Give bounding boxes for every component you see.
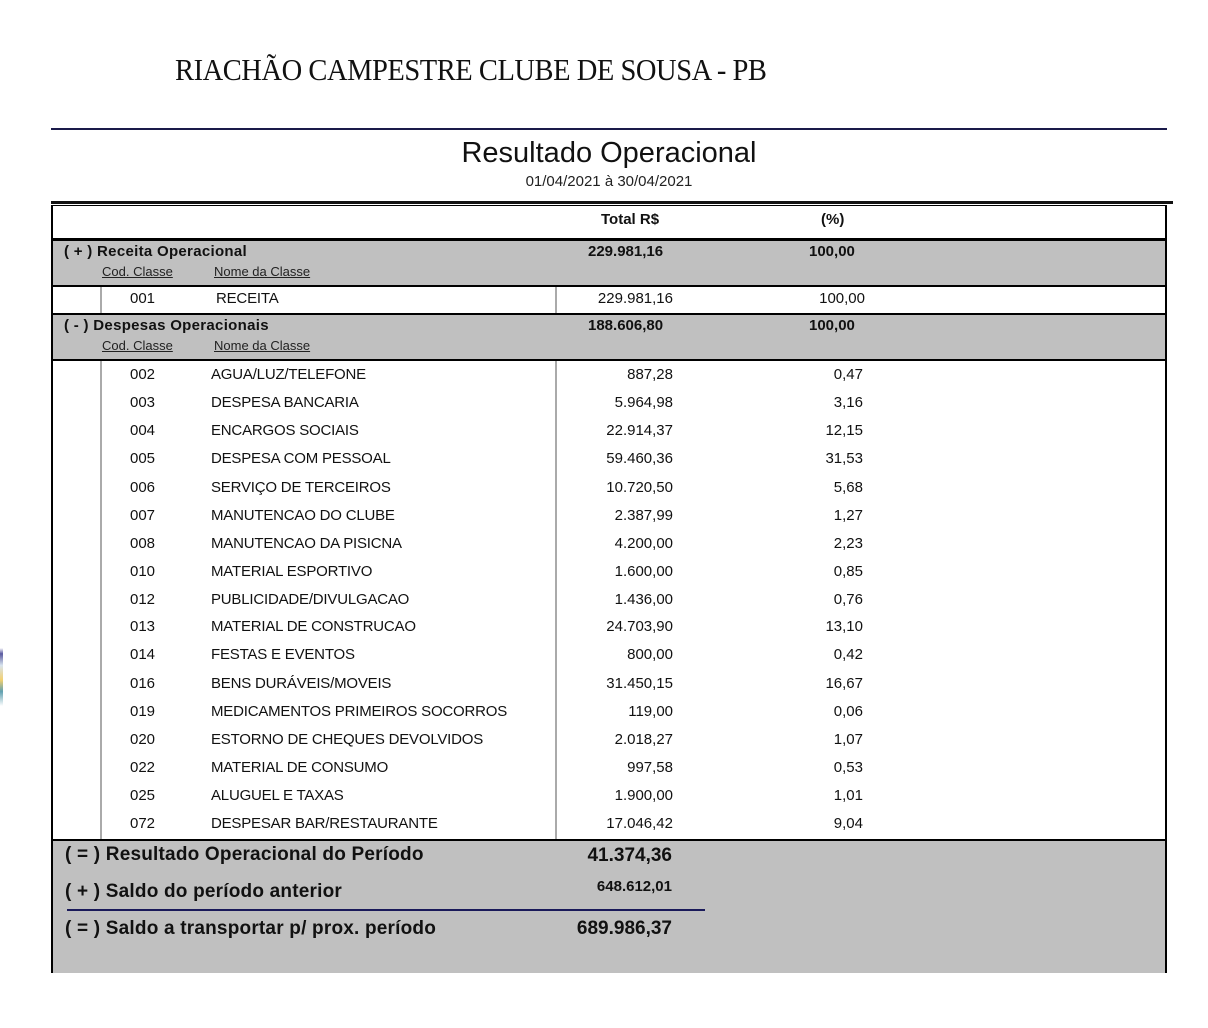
row-code: 004 [130, 422, 156, 439]
group-despesas-total: 188.606,80 [588, 317, 664, 334]
row-percent: 0,53 [833, 759, 863, 776]
group-receita-header [53, 241, 1165, 287]
row-value: 22.914,37 [606, 422, 673, 439]
group-receita-total: 229.981,16 [588, 243, 664, 260]
row-percent: 0,85 [833, 563, 863, 580]
row-percent: 1,27 [833, 507, 863, 524]
row-code: 001 [130, 290, 156, 307]
sub-header-name: Nome da Classe [214, 264, 311, 279]
report-period: 01/04/2021 à 30/04/2021 [525, 173, 693, 190]
saldo-anterior-value: 648.612,01 [596, 878, 672, 895]
row-value: 59.460,36 [606, 450, 673, 467]
report-table [51, 205, 1167, 973]
group-despesas-header [53, 315, 1165, 361]
row-percent: 12,15 [825, 422, 863, 439]
row-code: 007 [130, 507, 156, 524]
column-header-percent: (%) [821, 211, 845, 228]
group-receita-title: ( + ) Receita Operacional [64, 243, 247, 260]
row-value: 31.450,15 [606, 675, 673, 692]
row-code: 012 [130, 591, 156, 608]
row-name: MANUTENCAO DA PISICNA [211, 535, 402, 552]
row-value: 24.703,90 [606, 618, 673, 635]
row-value: 2.018,27 [614, 731, 673, 748]
row-code: 003 [130, 394, 156, 411]
table-row [53, 754, 1165, 782]
row-percent: 1,01 [833, 787, 863, 804]
header-divider [51, 128, 1167, 130]
group-despesas-title: ( - ) Despesas Operacionais [64, 317, 269, 334]
row-name: MANUTENCAO DO CLUBE [211, 507, 395, 524]
row-name: ALUGUEL E TAXAS [211, 787, 344, 804]
row-code: 010 [130, 563, 156, 580]
report-title: Resultado Operacional [461, 137, 757, 169]
title-divider [51, 201, 1173, 204]
table-row [53, 389, 1165, 417]
table-row [53, 698, 1165, 726]
table-row [53, 782, 1165, 810]
table-row [53, 361, 1165, 389]
table-row [53, 726, 1165, 754]
table-row [53, 474, 1165, 502]
sub-header-name: Nome da Classe [214, 338, 311, 353]
row-value: 800,00 [627, 646, 673, 663]
row-value: 119,00 [628, 703, 673, 720]
row-percent: 16,67 [825, 675, 863, 692]
receita-rows [53, 287, 1165, 315]
row-name: AGUA/LUZ/TELEFONE [211, 366, 366, 383]
table-row [53, 445, 1165, 473]
row-name: DESPESAR BAR/RESTAURANTE [211, 815, 438, 832]
table-row [53, 417, 1165, 445]
row-percent: 0,06 [833, 703, 863, 720]
resultado-label: ( = ) Resultado Operacional do Período [65, 844, 424, 865]
row-value: 4.200,00 [614, 535, 673, 552]
saldo-transportar-value: 689.986,37 [576, 918, 672, 939]
row-code: 072 [130, 815, 156, 832]
sub-header-code: Cod. Classe [102, 338, 173, 353]
row-value: 17.046,42 [606, 815, 673, 832]
row-name: SERVIÇO DE TERCEIROS [211, 479, 391, 496]
row-code: 014 [130, 646, 156, 663]
summary-section [53, 839, 1165, 973]
row-name: FESTAS E EVENTOS [211, 646, 355, 663]
row-name: DESPESA COM PESSOAL [211, 450, 391, 467]
row-value: 1.600,00 [614, 563, 673, 580]
row-name: ENCARGOS SOCIAIS [211, 422, 359, 439]
row-percent: 5,68 [833, 479, 863, 496]
row-percent: 9,04 [833, 815, 863, 832]
table-row [53, 502, 1165, 530]
row-value: 1.436,00 [614, 591, 673, 608]
edge-artifact [0, 648, 3, 706]
row-percent: 0,42 [833, 646, 863, 663]
row-name: PUBLICIDADE/DIVULGACAO [211, 591, 410, 608]
table-row [53, 586, 1165, 614]
row-percent: 100,00 [819, 290, 865, 307]
table-row [53, 810, 1165, 838]
table-row [53, 613, 1165, 641]
row-name: MATERIAL DE CONSTRUCAO [211, 618, 416, 635]
row-name: ESTORNO DE CHEQUES DEVOLVIDOS [211, 731, 484, 748]
table-row [53, 530, 1165, 558]
row-percent: 3,16 [833, 394, 863, 411]
table-row [53, 641, 1165, 669]
table-row [53, 670, 1165, 698]
row-value: 229.981,16 [597, 290, 673, 307]
row-percent: 31,53 [825, 450, 863, 467]
row-value: 997,58 [627, 759, 673, 776]
summary-divider [67, 909, 705, 911]
row-percent: 0,47 [833, 366, 863, 383]
group-receita-percent: 100,00 [809, 243, 855, 260]
row-code: 020 [130, 731, 156, 748]
row-code: 019 [130, 703, 156, 720]
row-percent: 2,23 [833, 535, 863, 552]
row-code: 016 [130, 675, 156, 692]
row-name: RECEITA [216, 290, 279, 307]
sub-header-code: Cod. Classe [102, 264, 173, 279]
saldo-anterior-label: ( + ) Saldo do período anterior [65, 881, 342, 902]
row-name: MEDICAMENTOS PRIMEIROS SOCORROS [211, 703, 508, 720]
row-code: 002 [130, 366, 156, 383]
row-name: MATERIAL ESPORTIVO [211, 563, 373, 580]
table-row [53, 285, 1165, 313]
row-code: 025 [130, 787, 156, 804]
row-code: 005 [130, 450, 156, 467]
row-percent: 0,76 [833, 591, 863, 608]
row-value: 887,28 [627, 366, 673, 383]
row-percent: 1,07 [833, 731, 863, 748]
row-code: 008 [130, 535, 156, 552]
row-value: 2.387,99 [614, 507, 673, 524]
column-header-total: Total R$ [601, 211, 660, 228]
table-row [53, 558, 1165, 586]
row-code: 006 [130, 479, 156, 496]
row-code: 022 [130, 759, 156, 776]
row-name: DESPESA BANCARIA [211, 394, 359, 411]
row-value: 1.900,00 [614, 787, 673, 804]
resultado-value: 41.374,36 [587, 845, 672, 866]
club-name: RIACHÃO CAMPESTRE CLUBE DE SOUSA - PB [175, 52, 767, 87]
row-percent: 13,10 [825, 618, 863, 635]
row-value: 10.720,50 [606, 479, 673, 496]
row-code: 013 [130, 618, 156, 635]
despesas-rows [53, 361, 1165, 839]
column-header-row [53, 206, 1165, 241]
saldo-transportar-label: ( = ) Saldo a transportar p/ prox. período [65, 918, 437, 939]
row-name: MATERIAL DE CONSUMO [211, 759, 389, 776]
row-name: BENS DURÁVEIS/MOVEIS [211, 675, 392, 692]
row-value: 5.964,98 [614, 394, 673, 411]
group-despesas-percent: 100,00 [809, 317, 855, 334]
